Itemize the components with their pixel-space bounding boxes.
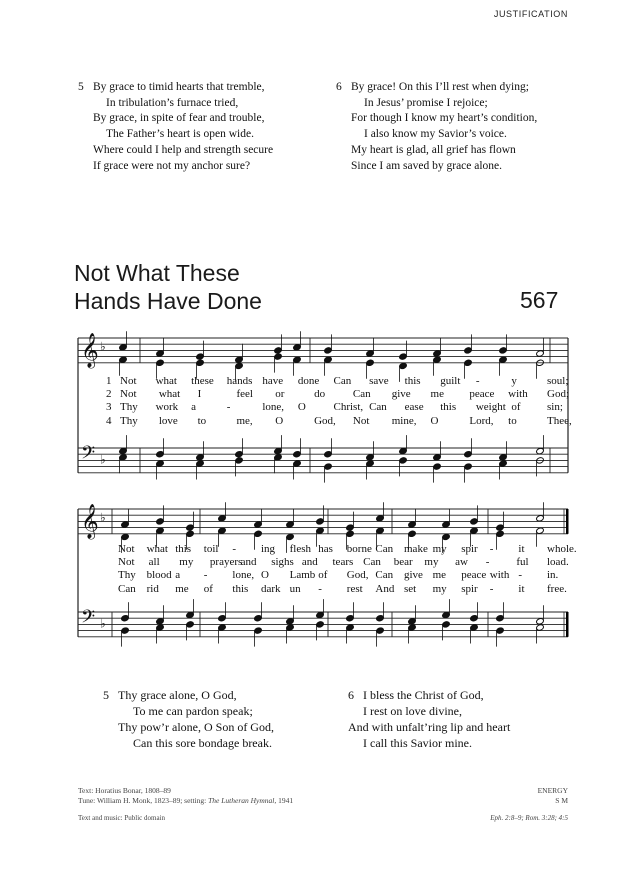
lyric-syllable: - bbox=[318, 582, 322, 595]
lyric-syllable: Can bbox=[363, 556, 381, 569]
lyric-syllable: with bbox=[489, 569, 510, 582]
scripture-refs: Eph. 2:8–9; Rom. 3:28; 4:5 bbox=[490, 814, 568, 822]
notehead bbox=[156, 624, 165, 631]
notehead bbox=[442, 521, 451, 528]
notehead bbox=[464, 463, 473, 470]
notehead bbox=[499, 356, 508, 363]
lyric-syllable: Lamb bbox=[289, 569, 316, 582]
notehead bbox=[156, 451, 165, 458]
lyric-syllable: aw bbox=[455, 556, 468, 569]
notehead bbox=[156, 350, 165, 357]
lyric-syllable: has bbox=[318, 543, 333, 555]
lyric-syllable: hands bbox=[226, 375, 253, 387]
lyric-syllable: Lord, bbox=[469, 414, 494, 427]
notehead bbox=[293, 460, 302, 467]
notehead bbox=[186, 611, 195, 618]
stanza-line: 5 By grace to timid hearts that tremble, bbox=[78, 81, 265, 93]
notehead bbox=[470, 624, 479, 631]
lyric-syllable: O bbox=[297, 401, 306, 414]
lyric-syllable: ful bbox=[516, 556, 529, 569]
stanza-line: Since I am saved by grace alone. bbox=[351, 159, 503, 172]
lyric-syllable: lone, bbox=[232, 569, 255, 582]
lyric-syllable: work bbox=[155, 401, 179, 414]
stanza-line: In Jesus’ promise I rejoice; bbox=[364, 96, 488, 109]
stanza-line: In tribulation’s furnace tried, bbox=[106, 96, 239, 109]
lyric-syllable: of bbox=[318, 569, 328, 582]
lyric-syllable: this bbox=[232, 582, 249, 595]
lyric-syllable: with bbox=[508, 388, 528, 401]
lyric-syllable: make bbox=[404, 543, 428, 555]
lyric-syllable: save bbox=[369, 375, 389, 387]
notehead bbox=[293, 451, 302, 458]
notehead bbox=[496, 615, 505, 622]
lyric-syllable: done bbox=[297, 375, 320, 387]
lyric-syllable: to bbox=[197, 414, 207, 427]
lyric-syllable: me bbox=[432, 569, 447, 582]
notehead bbox=[499, 454, 508, 461]
lyric-syllable: set bbox=[404, 582, 417, 595]
lyric-syllable: Can bbox=[375, 569, 394, 582]
verse-number: 2 bbox=[106, 388, 112, 401]
copyright: Text and music: Public domain bbox=[78, 814, 165, 822]
notehead bbox=[235, 362, 244, 369]
notehead bbox=[408, 521, 417, 528]
lyric-syllable: Christ, bbox=[333, 401, 364, 414]
notehead bbox=[408, 618, 417, 625]
verse-number: 1 bbox=[106, 375, 112, 387]
notehead bbox=[499, 347, 508, 354]
notehead bbox=[536, 527, 545, 534]
lyric-syllable: God; bbox=[547, 388, 569, 401]
stanza-5-bottom bbox=[103, 687, 274, 751]
lyric-syllable: my bbox=[179, 556, 194, 569]
notehead bbox=[399, 447, 408, 454]
lyric-syllable: O bbox=[261, 569, 269, 582]
notehead bbox=[496, 627, 505, 634]
notehead bbox=[399, 457, 408, 464]
notehead bbox=[121, 615, 130, 622]
notehead bbox=[464, 451, 473, 458]
lyric-syllable: whole. bbox=[547, 543, 577, 555]
lyric-syllable: of bbox=[203, 582, 213, 595]
notehead bbox=[496, 530, 505, 537]
lyric-syllable: do bbox=[314, 388, 326, 401]
flat-key-signature-icon: ♭ bbox=[100, 452, 106, 467]
lyric-syllable: - bbox=[203, 569, 208, 582]
notehead bbox=[408, 530, 417, 537]
notehead bbox=[218, 515, 227, 522]
notehead bbox=[156, 460, 165, 467]
lyric-syllable: O bbox=[430, 414, 439, 427]
notehead bbox=[235, 356, 244, 363]
lyric-syllable: me, bbox=[236, 414, 253, 427]
lyric-syllable: Thy bbox=[118, 569, 136, 582]
notehead bbox=[496, 524, 505, 531]
notehead bbox=[366, 454, 375, 461]
lyric-syllable: God, bbox=[346, 569, 369, 582]
notehead bbox=[442, 621, 451, 628]
stanza-6-bottom bbox=[348, 687, 510, 751]
lyric-syllable: mine, bbox=[391, 414, 417, 427]
lyric-syllable: flesh bbox=[289, 543, 311, 555]
hymn-number: 567 bbox=[520, 287, 559, 313]
notehead bbox=[433, 350, 442, 357]
lyric-syllable: to bbox=[508, 414, 517, 427]
lyric-syllable: ease bbox=[404, 401, 424, 414]
notehead bbox=[346, 615, 355, 622]
notehead bbox=[324, 451, 333, 458]
notehead bbox=[464, 347, 473, 354]
lyric-syllable: guilt bbox=[440, 375, 461, 387]
notehead bbox=[235, 451, 244, 458]
notehead bbox=[254, 521, 263, 528]
lyric-syllable: these bbox=[191, 375, 214, 387]
lyric-syllable: prayers bbox=[209, 556, 243, 569]
stanza-line: 6 By grace! On this I’ll rest when dying; bbox=[336, 81, 529, 93]
lyric-syllable: Not bbox=[120, 388, 137, 401]
lyric-syllable: and bbox=[240, 556, 257, 569]
notehead bbox=[470, 527, 479, 534]
notehead bbox=[316, 621, 325, 628]
lyric-syllable: peace bbox=[469, 388, 495, 401]
lyric-syllable: Can bbox=[333, 375, 352, 387]
notehead bbox=[433, 454, 442, 461]
lyric-syllable: Thy bbox=[120, 414, 138, 427]
lyric-syllable: load. bbox=[547, 556, 569, 569]
lyric-syllable: Can bbox=[118, 582, 136, 595]
notehead bbox=[274, 447, 283, 454]
lyric-syllable: bear bbox=[393, 556, 413, 569]
treble-clef-icon: 𝄞 bbox=[81, 333, 99, 368]
notehead bbox=[235, 457, 244, 464]
notehead bbox=[121, 533, 130, 540]
lyric-syllable: have bbox=[262, 375, 284, 387]
lyric-syllable: soul; bbox=[547, 375, 569, 387]
lyric-syllable: this bbox=[404, 375, 421, 387]
lyric-syllable: - bbox=[518, 569, 523, 582]
notehead bbox=[464, 359, 473, 366]
stanza-line: Thy pow’r alone, O Son of God, bbox=[118, 720, 274, 734]
lyric-syllable: - bbox=[232, 543, 237, 555]
lyric-syllable: Can bbox=[375, 543, 394, 555]
notehead bbox=[366, 359, 375, 366]
lyric-syllable: - bbox=[485, 556, 490, 569]
lyric-syllable: rid bbox=[146, 582, 159, 595]
notehead bbox=[324, 356, 333, 363]
notehead bbox=[121, 521, 130, 528]
notehead bbox=[186, 524, 195, 531]
final-barline bbox=[566, 612, 569, 637]
notehead bbox=[346, 624, 355, 631]
lyric-syllable: feel bbox=[236, 388, 253, 401]
meter: S M bbox=[555, 796, 568, 805]
lyric-syllable: a bbox=[191, 401, 197, 414]
lyric-syllable: and bbox=[301, 556, 318, 569]
notehead bbox=[324, 347, 333, 354]
notehead bbox=[376, 615, 385, 622]
notehead bbox=[293, 356, 302, 363]
notehead bbox=[119, 344, 128, 351]
notehead bbox=[119, 454, 128, 461]
flat-key-signature-icon: ♭ bbox=[100, 616, 106, 631]
treble-clef-icon: 𝄞 bbox=[81, 504, 99, 539]
lyric-syllable: Thy bbox=[120, 401, 138, 414]
notehead bbox=[324, 463, 333, 470]
lyric-syllable: my bbox=[432, 582, 447, 595]
lyric-syllable: my bbox=[432, 543, 447, 555]
notehead bbox=[196, 359, 205, 366]
notehead bbox=[218, 624, 227, 631]
lyric-syllable: my bbox=[424, 556, 439, 569]
notehead bbox=[186, 530, 195, 537]
notehead bbox=[156, 518, 165, 525]
notehead bbox=[156, 359, 165, 366]
lyric-syllable: it bbox=[518, 543, 525, 555]
notehead bbox=[286, 624, 295, 631]
lyric-syllable: what bbox=[146, 543, 168, 555]
stanza-line: My heart is glad, all grief has flown bbox=[351, 143, 516, 156]
bass-clef-icon: 𝄢 bbox=[81, 443, 96, 468]
stanza-line: By grace, in spite of fear and trouble, bbox=[93, 112, 265, 125]
notehead bbox=[346, 530, 355, 537]
notehead bbox=[156, 618, 165, 625]
notehead bbox=[274, 454, 283, 461]
lyric-syllable: ing bbox=[261, 543, 276, 555]
lyric-syllable: free. bbox=[547, 582, 567, 595]
notehead bbox=[442, 533, 451, 540]
lyric-syllable: Not bbox=[352, 414, 370, 427]
notehead bbox=[286, 533, 295, 540]
stanza-line: If grace were not my anchor sure? bbox=[93, 159, 251, 172]
notehead bbox=[470, 518, 479, 525]
lyric-syllable: give bbox=[391, 388, 411, 401]
lyric-syllable: - bbox=[475, 375, 480, 387]
lyric-syllable: un bbox=[289, 582, 301, 595]
stanza-line: I also know my Savior’s voice. bbox=[364, 128, 507, 141]
notehead bbox=[470, 615, 479, 622]
notehead bbox=[536, 350, 545, 357]
stanza-line: 5 Thy grace alone, O God, bbox=[103, 688, 237, 702]
notehead bbox=[376, 515, 385, 522]
notehead bbox=[536, 624, 545, 631]
lyric-syllable: rest bbox=[346, 582, 363, 595]
lyric-syllable: borne bbox=[346, 543, 372, 555]
lyric-syllable: Not bbox=[118, 556, 135, 569]
lyric-syllable: love bbox=[158, 414, 178, 427]
section-tag: JUSTIFICATION bbox=[493, 9, 568, 19]
notehead bbox=[316, 527, 325, 534]
lyric-syllable: me bbox=[430, 388, 444, 401]
lyric-syllable: this bbox=[175, 543, 192, 555]
lyric-syllable: me bbox=[175, 582, 189, 595]
notehead bbox=[196, 454, 205, 461]
notehead bbox=[196, 353, 205, 360]
lyric-syllable: spir bbox=[461, 543, 478, 555]
lyric-syllable: And bbox=[375, 582, 395, 595]
lyric-syllable: give bbox=[404, 569, 423, 582]
lyric-syllable: what bbox=[158, 388, 181, 401]
lyric-syllable: I bbox=[197, 388, 202, 401]
credits-left bbox=[78, 786, 293, 806]
notehead bbox=[196, 460, 205, 467]
verse-number: 3 bbox=[106, 401, 112, 414]
notehead bbox=[121, 627, 130, 634]
stanza-line: 6 I bless the Christ of God, bbox=[348, 688, 484, 702]
lyric-syllable: in. bbox=[547, 569, 559, 582]
stanza-line: I rest on love divine, bbox=[363, 704, 462, 718]
notehead bbox=[293, 344, 302, 351]
stanza-line: Can this sore bondage break. bbox=[133, 736, 272, 750]
lyric-syllable: of bbox=[511, 401, 521, 414]
lyric-syllable: spir bbox=[461, 582, 478, 595]
lyric-syllable: O bbox=[275, 414, 284, 427]
lyric-syllable: weight bbox=[475, 401, 506, 414]
notehead bbox=[399, 362, 408, 369]
bass-clef-icon: 𝄢 bbox=[81, 607, 96, 632]
notehead bbox=[286, 521, 295, 528]
lyric-syllable: tears bbox=[332, 556, 354, 569]
lyric-syllable: sin; bbox=[547, 401, 563, 414]
lyric-syllable: all bbox=[148, 556, 160, 569]
lyric-syllable: - bbox=[489, 543, 494, 555]
lyric-syllable: it bbox=[518, 582, 525, 595]
notehead bbox=[156, 527, 165, 534]
stanza-line: I call this Savior mine. bbox=[363, 736, 472, 750]
notehead bbox=[316, 611, 325, 618]
notehead bbox=[433, 463, 442, 470]
lyric-syllable: Not bbox=[118, 543, 135, 555]
notehead bbox=[316, 518, 325, 525]
notehead bbox=[536, 618, 545, 625]
notehead bbox=[536, 447, 545, 454]
lyric-syllable: Not bbox=[120, 375, 137, 387]
credits-right bbox=[538, 786, 568, 806]
notehead bbox=[254, 615, 263, 622]
notehead bbox=[399, 353, 408, 360]
notehead bbox=[119, 447, 128, 454]
stanza-line: To me can pardon speak; bbox=[133, 704, 253, 718]
hymn-title: Not What These Hands Have Done bbox=[74, 260, 262, 314]
notehead bbox=[376, 627, 385, 634]
lyric-syllable: sighs bbox=[271, 556, 294, 569]
lyric-syllable: what bbox=[155, 375, 177, 387]
lyric-syllable: or bbox=[275, 388, 285, 401]
notehead bbox=[499, 460, 508, 467]
lyric-syllable: - bbox=[489, 582, 494, 595]
lyric-syllable: peace bbox=[461, 569, 487, 582]
notehead bbox=[274, 353, 283, 360]
stanza-line: For though I know my heart’s condition, bbox=[351, 112, 538, 125]
notehead bbox=[433, 356, 442, 363]
notehead bbox=[408, 624, 417, 631]
notehead bbox=[536, 515, 545, 522]
lyric-syllable: blood bbox=[146, 569, 172, 582]
notehead bbox=[119, 356, 128, 363]
lyric-syllable: dark bbox=[261, 582, 281, 595]
notehead bbox=[346, 524, 355, 531]
notehead bbox=[286, 618, 295, 625]
lyric-syllable: Can bbox=[369, 401, 387, 414]
stanza-line: And with unfalt’ring lip and heart bbox=[348, 720, 511, 734]
tune-credit: Tune: William H. Monk, 1823–89; setting: The Lutheran Hymnal, 1941 bbox=[78, 796, 294, 805]
final-barline bbox=[566, 509, 569, 534]
flat-key-signature-icon: ♭ bbox=[100, 510, 106, 525]
text-credit: Text: Horatius Bonar, 1808–89 bbox=[78, 786, 171, 795]
notehead bbox=[254, 627, 263, 634]
notehead bbox=[186, 621, 195, 628]
tune-name: ENERGY bbox=[537, 786, 568, 795]
notehead bbox=[366, 460, 375, 467]
notehead bbox=[366, 350, 375, 357]
lyric-syllable: a bbox=[175, 569, 181, 582]
notehead bbox=[442, 611, 451, 618]
lyric-syllable: toil bbox=[203, 543, 219, 555]
notehead bbox=[376, 527, 385, 534]
lyric-syllable: y bbox=[511, 375, 517, 387]
stanza-line: The Father’s heart is open wide. bbox=[106, 128, 254, 141]
notehead bbox=[218, 527, 227, 534]
notehead bbox=[254, 530, 263, 537]
notehead bbox=[274, 347, 283, 354]
lyric-syllable: God, bbox=[314, 414, 336, 427]
lyric-syllable: - bbox=[226, 401, 231, 414]
lyric-syllable: Can bbox=[352, 388, 371, 401]
lyric-syllable: lone, bbox=[262, 401, 285, 414]
notehead bbox=[218, 615, 227, 622]
flat-key-signature-icon: ♭ bbox=[100, 339, 106, 354]
verse-number: 4 bbox=[106, 414, 112, 427]
lyric-syllable: this bbox=[440, 401, 457, 414]
lyric-syllable: Thee, bbox=[547, 414, 572, 427]
stanza-line: Where could I help and strength secure bbox=[93, 143, 274, 156]
